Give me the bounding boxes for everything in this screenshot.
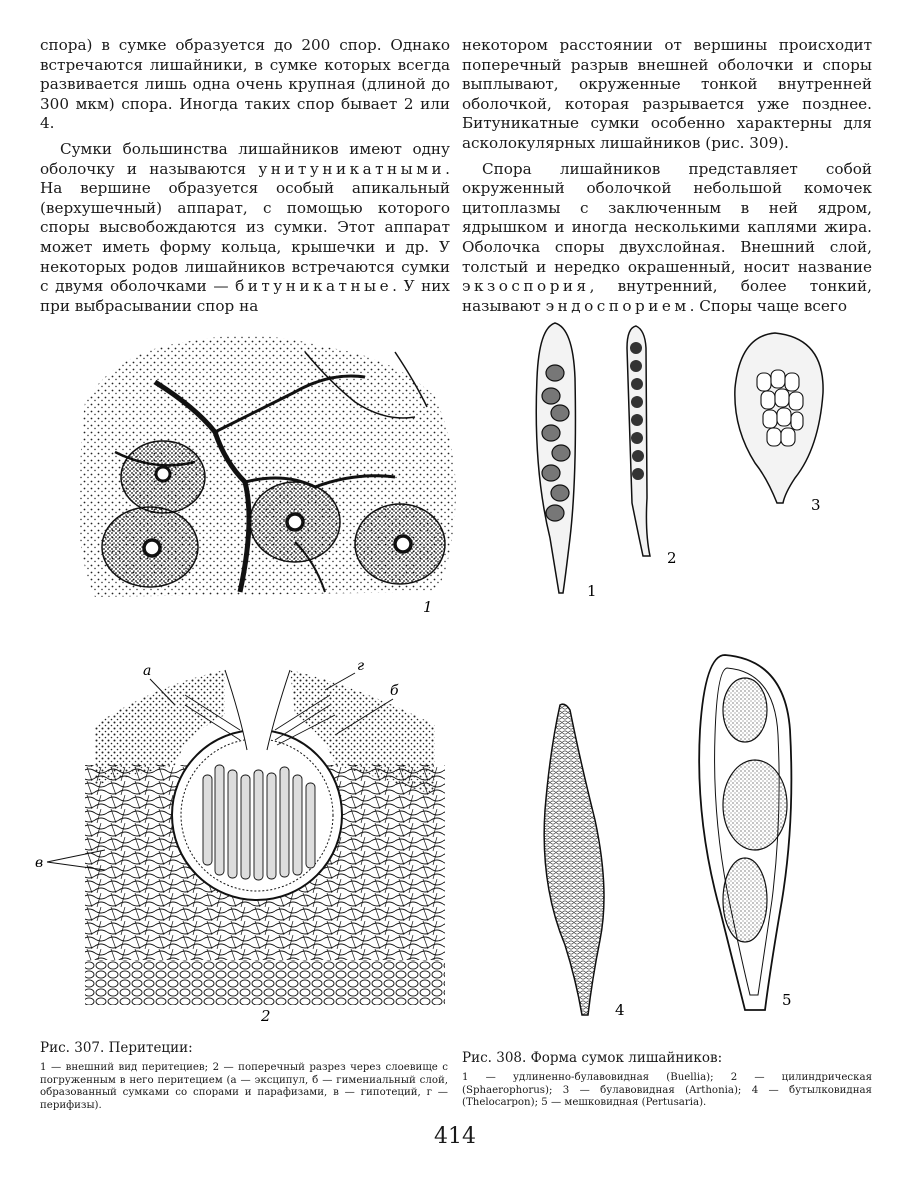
fig307-label-a: а (143, 663, 152, 679)
perithecium-4 (355, 504, 445, 584)
fig308-label-1: 1 (587, 582, 597, 600)
page-number: 414 (434, 1124, 476, 1149)
fig308-label-4: 4 (615, 1001, 625, 1019)
fig307-label-2: 2 (261, 1007, 271, 1025)
fig307-label-b: б (390, 683, 399, 699)
left-paragraph-2: Сумки большинства лишайников имеют одну оболочку и называются унитуникатными. На вершине образуется особый апикальный (верхушечный) аппарат, с помощью которого споры высвобождаются из сумки. Этот аппарат может иметь форму кольца, крышечки и др. У некоторых родов лишайников встречаются сумки с двумя оболочками — битуникатные. У них при выбрасывании спор на (40, 139, 450, 315)
ascus-5-pertusaria (699, 655, 791, 1010)
fig308-caption-title: Рис. 308. Форма сумок лишайников: (462, 1050, 723, 1066)
term-unitunicate: унитуникатными (258, 159, 446, 178)
fig308-label-3: 3 (811, 496, 821, 514)
perithecium-1 (121, 441, 205, 513)
fig307-caption-title: Рис. 307. Перитеции: (40, 1040, 193, 1056)
fig307-perithecia-external-illustration (55, 312, 475, 632)
term-endosporium: эндоспорием (545, 296, 690, 315)
fig308-asci-bottom-illustration (520, 650, 850, 1030)
fig308-label-5: 5 (782, 991, 792, 1009)
ascus-4-thelocarpon (544, 704, 624, 1019)
ascus-1-buellia (536, 323, 596, 600)
fig307-label-v: в (35, 855, 44, 871)
right-paragraph-2: Спора лишайников представляет собой окруженный оболочкой небольшой комочек цитоплазмы с заключенным в ней ядром, ядрышком и иногда несколькими каплями жира. Оболочка споры двухслойная. Внешний слой, толстый и нередко окрашенный, носит название экзоспория, внутренний, более тонкий, называют эндоспорием. Споры чаще всего (462, 159, 872, 315)
term-exosporium: экзоспория (462, 277, 590, 296)
fig308-caption-text: 1 — удлиненно-булавовидная (Buellia); 2 — цилиндрическая (Sphaerophorus); 3 — булавовидная (Arthonia); 4 — бутылковидная (Thelocarpon); 5 — мешковидная (Pertusaria). (462, 1072, 872, 1109)
fig307-perithecium-section-illustration (35, 655, 465, 1025)
ascus-2-sphaerophorus (627, 326, 677, 567)
term-bitunicate: битуникатные (235, 277, 393, 296)
left-paragraph-1: спора) в сумке образуется до 200 спор. Однако встречаются лишайники, в сумке которых всегда развивается лишь одна очень крупная (длиной до 300 мкм) спора. Иногда таких спор бывает 2 или 4. (40, 36, 450, 133)
perithecium-3 (250, 482, 340, 562)
fig308-label-2: 2 (667, 549, 677, 567)
perithecium-2 (102, 507, 198, 587)
fig307-label-1: 1 (423, 598, 433, 616)
fig307-label-g: г (357, 658, 365, 674)
fig308-asci-top-illustration (505, 318, 850, 610)
right-paragraph-1: некотором расстоянии от вершины происходит поперечный разрыв внешней оболочки и споры выплывают, окруженные тонкой внутренней оболочкой, которая разрывается уже позднее. Битуникатные сумки особенно характерны для асколокулярных лишайников (рис. 309). (462, 36, 872, 152)
ascus-3-arthonia (735, 333, 823, 514)
right-text-column (462, 36, 872, 316)
left-text-column (40, 36, 450, 316)
fig307-caption-text: 1 — внешний вид перитециев; 2 — поперечный разрез через слоевище с погруженным в него перитецием (а — эксципул, б — гимениальный слой, образованный сумками со спорами и парафизами, в — гипотеций, г — перифизы). (40, 1062, 448, 1111)
